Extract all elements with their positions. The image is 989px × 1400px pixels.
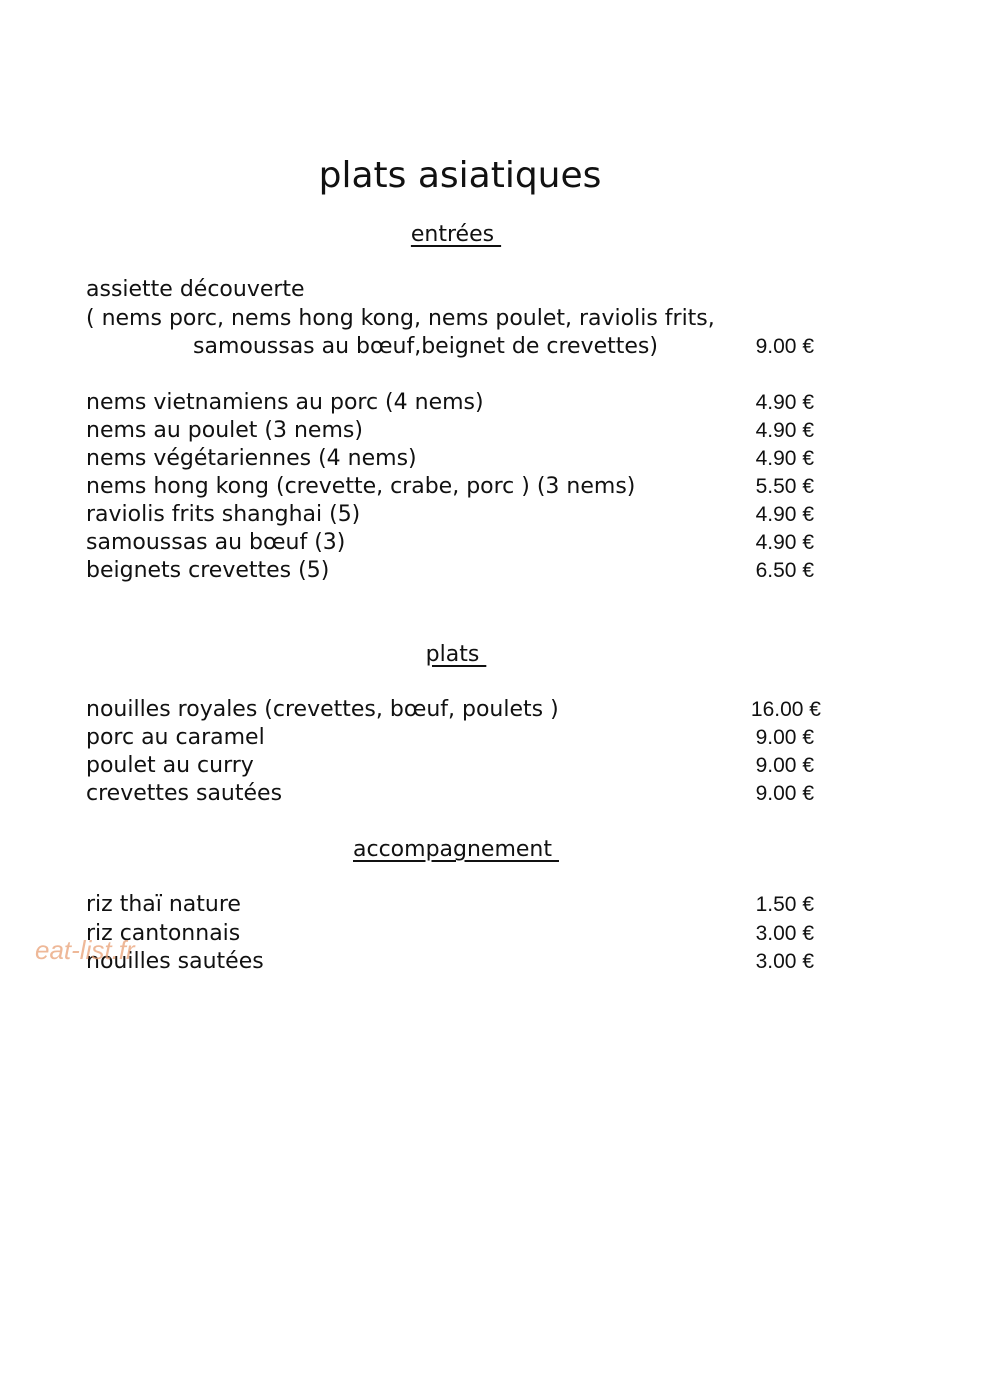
menu-item-name: riz thaï nature xyxy=(86,892,241,917)
menu-item-price: 4.90 € xyxy=(755,419,814,442)
menu-item xyxy=(86,696,826,724)
section-heading-plats: plats xyxy=(425,642,487,667)
menu-item-price: 9.00 € xyxy=(755,335,814,358)
section-heading-accompagnement: accompagnement xyxy=(353,837,559,862)
menu-item-name: nems vietnamiens au porc (4 nems) xyxy=(86,390,484,415)
menu-item-price: 1.50 € xyxy=(755,893,814,916)
menu-item xyxy=(86,780,826,808)
menu-item-name: samoussas au bœuf,beignet de crevettes) xyxy=(193,334,658,359)
menu-item-price: 9.00 € xyxy=(755,754,814,777)
menu-item-price: 4.90 € xyxy=(755,447,814,470)
menu-item-description xyxy=(86,333,826,361)
menu-item-price: 4.90 € xyxy=(755,503,814,526)
menu-item xyxy=(86,557,826,585)
menu-item xyxy=(86,752,826,780)
menu-item-price: 5.50 € xyxy=(755,475,814,498)
menu-item-name: beignets crevettes (5) xyxy=(86,558,330,583)
menu-item-price: 4.90 € xyxy=(755,531,814,554)
menu-item xyxy=(86,920,826,948)
menu-item-price: 9.00 € xyxy=(755,782,814,805)
menu-item-description xyxy=(86,305,826,333)
menu-item-name: assiette découverte xyxy=(86,277,305,302)
menu-item-name: ( nems porc, nems hong kong, nems poulet, raviolis frits, xyxy=(86,306,715,331)
menu-item-name: nouilles royales (crevettes, bœuf, poulets ) xyxy=(86,697,559,722)
menu-item xyxy=(86,891,826,919)
menu-item-name: samoussas au bœuf (3) xyxy=(86,530,346,555)
menu-item-price: 9.00 € xyxy=(755,726,814,749)
menu-item-name: nouilles sautées xyxy=(86,949,264,974)
menu-item xyxy=(86,445,826,473)
menu-item xyxy=(86,276,826,304)
section-heading-entrees: entrées xyxy=(410,222,502,247)
menu-item-name: porc au caramel xyxy=(86,725,265,750)
menu-item xyxy=(86,417,826,445)
menu-item-name: poulet au curry xyxy=(86,753,254,778)
menu-item-name: nems hong kong (crevette, crabe, porc ) (3 nems) xyxy=(86,474,636,499)
menu-item-name: nems végétariennes (4 nems) xyxy=(86,446,417,471)
menu-item xyxy=(86,529,826,557)
menu-item-name: crevettes sautées xyxy=(86,781,283,806)
menu-item-name: nems au poulet (3 nems) xyxy=(86,418,363,443)
page-title: plats asiatiques xyxy=(318,155,602,196)
menu-item xyxy=(86,473,826,501)
menu-item-price: 3.00 € xyxy=(755,950,814,973)
menu-item-name: riz cantonnais xyxy=(86,921,241,946)
menu-item xyxy=(86,724,826,752)
menu-item-price: 6.50 € xyxy=(755,559,814,582)
menu-item xyxy=(86,948,826,976)
watermark: eat-list.fr xyxy=(35,935,135,965)
menu-item xyxy=(86,389,826,417)
menu-item-price: 3.00 € xyxy=(755,922,814,945)
menu-item-price: 16.00 € xyxy=(750,698,821,721)
menu-item-name: raviolis frits shanghai (5) xyxy=(86,502,361,527)
menu-item-price: 4.90 € xyxy=(755,391,814,414)
menu-item xyxy=(86,501,826,529)
